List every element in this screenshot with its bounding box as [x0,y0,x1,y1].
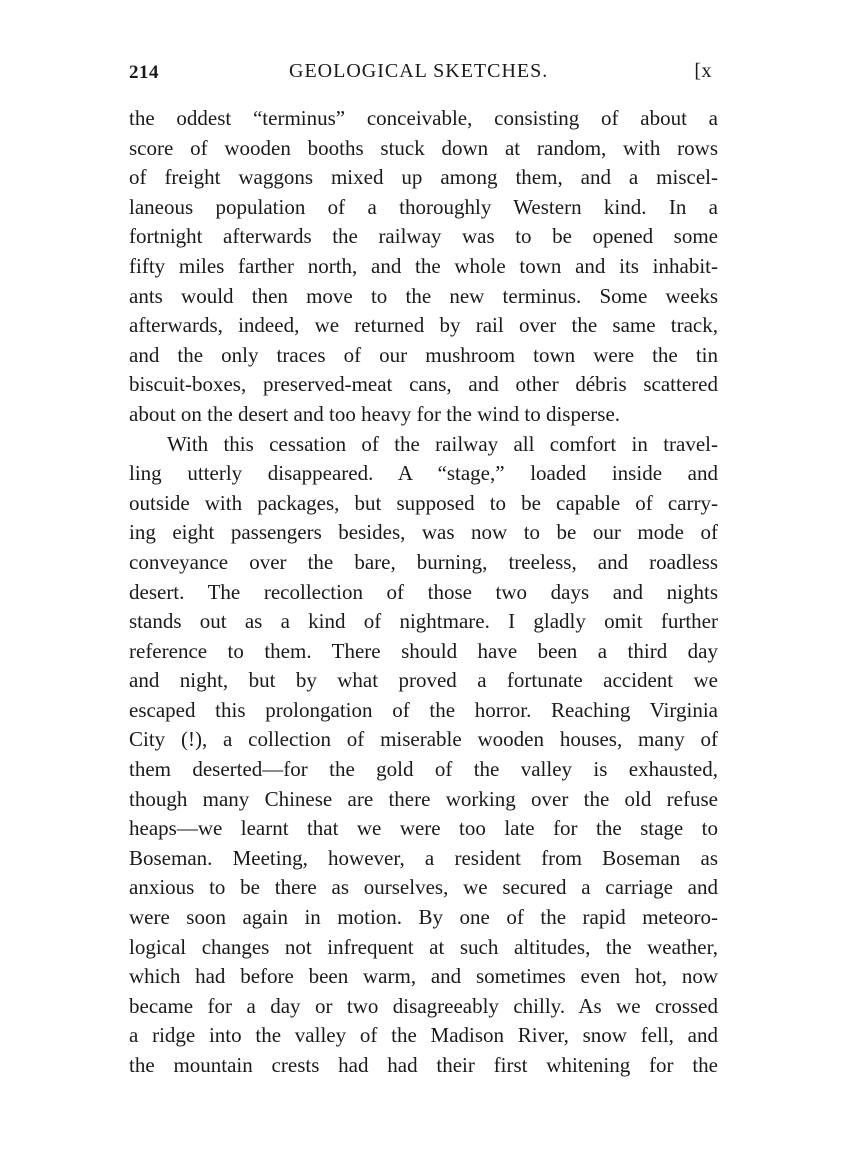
text-line: biscuit-boxes, preserved-meat cans, and other débris scattered [129,372,718,397]
text-line: were soon again in motion. By one of the rapid meteoro- [129,905,718,930]
text-line: which had before been warm, and sometimes even hot, now [129,964,718,989]
text-line: and night, but by what proved a fortunate accident we [129,668,718,693]
body-text [129,104,718,1081]
text-line: about on the desert and too heavy for the wind to disperse. [129,401,621,426]
text-line: the oddest “terminus” conceivable, consisting of about a [129,106,718,130]
text-line: reference to them. There should have been a third day [129,638,718,663]
text-line: anxious to be there as ourselves, we secured a carriage and [129,875,718,900]
text-line: ants would then move to the new terminus. Some weeks [129,283,718,308]
page-number: 214 [129,62,159,83]
text-line: desert. The recollection of those two days and nights [129,579,718,604]
text-line: escaped this prolongation of the horror. Reaching Virginia [129,697,718,722]
text-line: though many Chinese are there working over the old refuse [129,786,718,811]
text-line: Boseman. Meeting, however, a resident from Boseman as [129,845,718,870]
text-line: ling utterly disappeared. A “stage,” loaded inside and [129,461,718,486]
text-line: of freight waggons mixed up among them, and a miscel- [129,165,718,190]
text-line: heaps—we learnt that we were too late for the stage to [129,816,718,841]
text-line: and the only traces of our mushroom town were the tin [129,342,718,367]
running-title: GEOLOGICAL SKETCHES. [289,60,549,82]
text-line: became for a day or two disagreeably chilly. As we crossed [129,993,718,1018]
text-line: them deserted—for the gold of the valley is exhausted, [129,757,718,782]
text-line: fortnight afterwards the railway was to be opened some [129,224,718,249]
chapter-mark: [x [694,60,712,82]
text-line: With this cessation of the railway all comfort in travel- [167,431,718,456]
text-line: conveyance over the bare, burning, treeless, and roadless [129,549,718,574]
text-line: logical changes not infrequent at such altitudes, the weather, [129,934,718,959]
text-line: outside with packages, but supposed to be capable of carry- [129,490,718,515]
text-line: a ridge into the valley of the Madison River, snow fell, and [129,1023,718,1048]
text-line: afterwards, indeed, we returned by rail over the same track, [129,313,718,338]
text-line: fifty miles farther north, and the whole town and its inhabit- [129,253,718,278]
text-line: laneous population of a thoroughly Western kind. In a [129,194,718,219]
text-line: the mountain crests had had their first whitening for the [129,1053,718,1077]
text-line: ing eight passengers besides, was now to be our mode of [129,520,718,545]
running-head [129,60,712,90]
text-line: stands out as a kind of nightmare. I gladly omit further [129,609,718,634]
text-line: score of wooden booths stuck down at random, with rows [129,135,718,160]
text-line: City (!), a collection of miserable wooden houses, many of [129,727,718,752]
